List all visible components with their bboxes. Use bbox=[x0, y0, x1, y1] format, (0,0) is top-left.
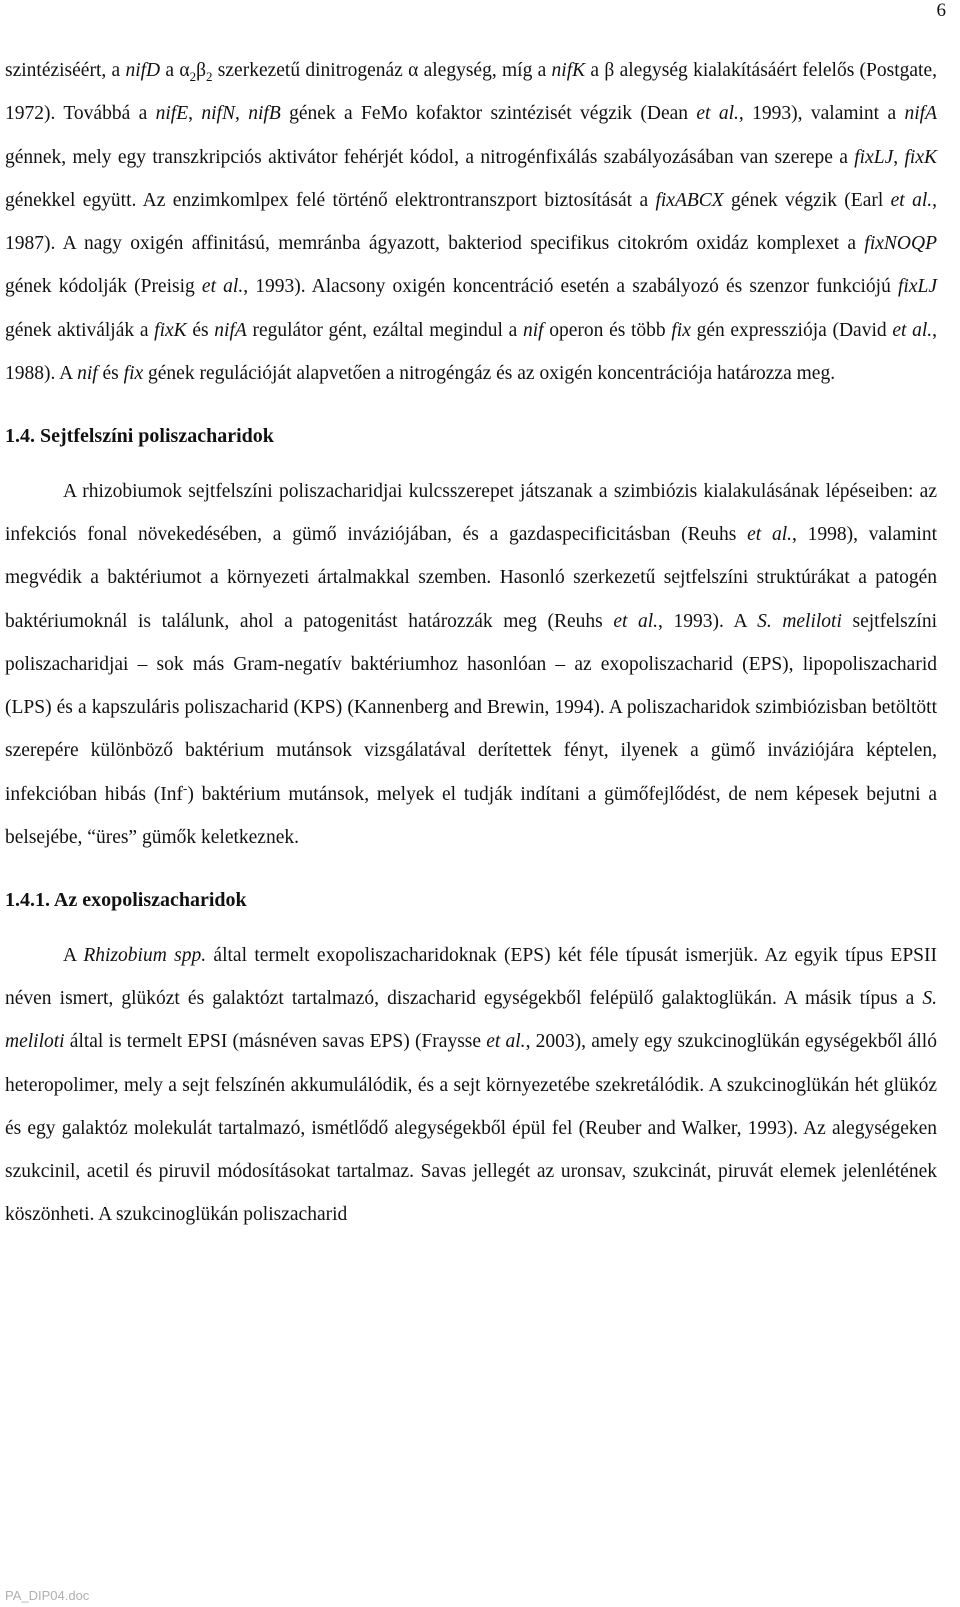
gene-name: nifB bbox=[248, 103, 281, 125]
gene-name: fixK bbox=[154, 319, 187, 341]
text-run: ) baktérium mutánsok, melyek el tudják indítani a gümőfejlődést, de nem képesek bejutni a belsejébe, “üres” gümők keletkeznek. bbox=[5, 783, 937, 849]
document-body bbox=[5, 49, 937, 1237]
paragraph-nif-fix-genes bbox=[5, 49, 937, 395]
subscript: 2 bbox=[189, 68, 197, 84]
text-run: A bbox=[63, 944, 84, 966]
text-run: , 1993). Alacsony oxigén koncentráció esetén a szabályozó és szenzor funkciójú bbox=[243, 276, 898, 298]
citation-et-al: et al. bbox=[613, 610, 659, 632]
gene-name: nifN bbox=[201, 103, 235, 125]
document-footer-filename: PA_DIP04.doc bbox=[5, 1588, 90, 1603]
text-run: és bbox=[97, 363, 124, 385]
gene-name: nifE bbox=[155, 103, 189, 125]
gene-name: nifA bbox=[214, 319, 247, 341]
text-run: regulátor gént, ezáltal megindul a bbox=[246, 319, 523, 341]
text-run: gén expressziója (David bbox=[690, 319, 893, 341]
species-name: Rhizobium spp. bbox=[83, 944, 207, 966]
gene-name: fix bbox=[123, 363, 144, 385]
text-run: , 1993), valamint a bbox=[738, 103, 905, 125]
section-heading-1-4: 1.4. Sejtfelszíni poliszacharidok bbox=[5, 425, 274, 448]
text-run: által is termelt EPSI (másnéven savas EPS) (Fraysse bbox=[64, 1031, 487, 1053]
gene-name: nifA bbox=[904, 103, 937, 125]
citation-et-al: et al. bbox=[747, 523, 792, 545]
paragraph-exopolysaccharides bbox=[5, 934, 937, 1237]
gene-name: nifK bbox=[551, 60, 586, 81]
text-run: , bbox=[234, 103, 249, 125]
text-run: , bbox=[893, 146, 905, 168]
text-run: , 1987). A nagy oxigén affinitású, memránba ágyazott, bakteriod specifikus citokróm oxidáz komplexet a bbox=[5, 189, 938, 255]
gene-name: fixLJ bbox=[898, 276, 937, 298]
superscript: - bbox=[182, 780, 188, 796]
gene-name: fixLJ bbox=[854, 146, 894, 168]
text-run: , 1988). A bbox=[5, 319, 937, 385]
text-run: , 1998), valamint megvédik a baktériumot a környezeti ártalmakkal szemben. Hasonló szerkezetű sejtfelszíni struktúrákat a patogén baktériumoknál is találunk, ahol a patogenitást határozzák meg (Reuhs bbox=[5, 523, 937, 632]
gene-name: fix bbox=[671, 319, 691, 341]
text-run: , bbox=[188, 103, 202, 125]
text-run: A rhizobiumok sejtfelszíni poliszacharidjai kulcsszerepet játszanak a szimbiózis kialakulásának lépéseiben: az infekciós fonal növekedésében, a gümő inváziójában, és a gazdaspecificitásban (Reuhs bbox=[5, 480, 937, 545]
gene-name: nifD bbox=[125, 60, 161, 81]
subscript: 2 bbox=[206, 68, 213, 84]
gene-name: nif bbox=[522, 319, 544, 341]
gene-name: fixK bbox=[904, 146, 937, 168]
gene-name: fixABCX bbox=[655, 189, 724, 211]
citation-et-al: et al. bbox=[201, 276, 244, 298]
citation-et-al: et al. bbox=[890, 189, 933, 211]
text-run: génekkel együtt. Az enzimkomlpex felé történő elektrontranszport biztosítását a bbox=[5, 189, 656, 211]
text-run: , 1993). A bbox=[658, 610, 758, 632]
text-run: és bbox=[186, 319, 215, 341]
text-run: szerkezetű dinitrogenáz α alegység, míg a bbox=[212, 60, 552, 81]
text-run: β bbox=[196, 60, 207, 81]
paragraph-cell-surface-polysaccharides bbox=[5, 470, 937, 860]
species-name: S. meliloti bbox=[757, 610, 842, 632]
text-run: gének végzik (Earl bbox=[723, 189, 891, 211]
gene-name: nif bbox=[77, 363, 98, 385]
text-run: gének aktiválják a bbox=[5, 319, 155, 341]
citation-et-al: et al. bbox=[892, 319, 933, 341]
page-number: 6 bbox=[936, 0, 946, 21]
text-run: gének a FeMo kofaktor szintézisét végzik (Dean bbox=[280, 103, 697, 125]
citation-et-al: et al. bbox=[486, 1031, 526, 1053]
text-run: operon és több bbox=[543, 319, 672, 341]
text-run: a α bbox=[160, 60, 190, 81]
text-run: sejtfelszíni poliszacharidjai – sok más Gram-negatív baktériumhoz hasonlóan – az exopoliszacharid (EPS), lipopoliszacharid (LPS) és a kapszuláris poliszacharid (KPS) (Kannenberg and Brewin, 1994). A poliszacharidok szimbiózisban betöltött szerepére különböző baktérium mutánsok vizsgálatával derítettek fényt, ilyenek a gümő inváziójára képtelen, infekcióban hibás (Inf bbox=[5, 610, 937, 805]
section-heading-1-4-1: 1.4.1. Az exopoliszacharidok bbox=[5, 889, 247, 912]
text-run: , 2003), amely egy szukcinoglükán egységekből álló heteropolimer, mely a sejt felszínén akkumulálódik, és a sejt környezetébe szekretálódik. A szukcinoglükán hét glükóz és egy galaktóz molekulát tartalmazó, ismétlődő alegységekből épül fel (Reuber and Walker, 1993). Az alegységeken szukcinil, acetil és piruvil módosításokat tartalmaz. Savas jellegét az uronsav, szukcinát, piruvát elemek jelenlétének köszönheti. A szukcinoglükán poliszacharid bbox=[5, 1031, 937, 1226]
text-run: által termelt exopoliszacharidoknak (EPS) két féle típusát ismerjük. Az egyik típus EPSII néven ismert, glükózt és galaktózt tartalmazó, diszacharid egységekből felépülő galaktoglükán. A másik típus a bbox=[5, 944, 938, 1009]
text-run: a β alegység kialakításáért felelős (Postgate, 1972). Továbbá a bbox=[5, 60, 938, 125]
gene-name: fixNOQP bbox=[864, 233, 937, 255]
text-run: gének kódolják (Preisig bbox=[5, 276, 202, 298]
species-name: S. meliloti bbox=[5, 987, 937, 1053]
citation-et-al: et al. bbox=[696, 103, 739, 125]
text-run: gének regulációját alapvetően a nitrogéngáz és az oxigén koncentrációja határozza meg. bbox=[143, 363, 836, 385]
text-run: szintéziséért, a bbox=[5, 60, 126, 81]
text-run: génnek, mely egy transzkripciós aktivátor fehérjét kódol, a nitrogénfixálás szabályozásában van szerepe a bbox=[5, 146, 855, 168]
